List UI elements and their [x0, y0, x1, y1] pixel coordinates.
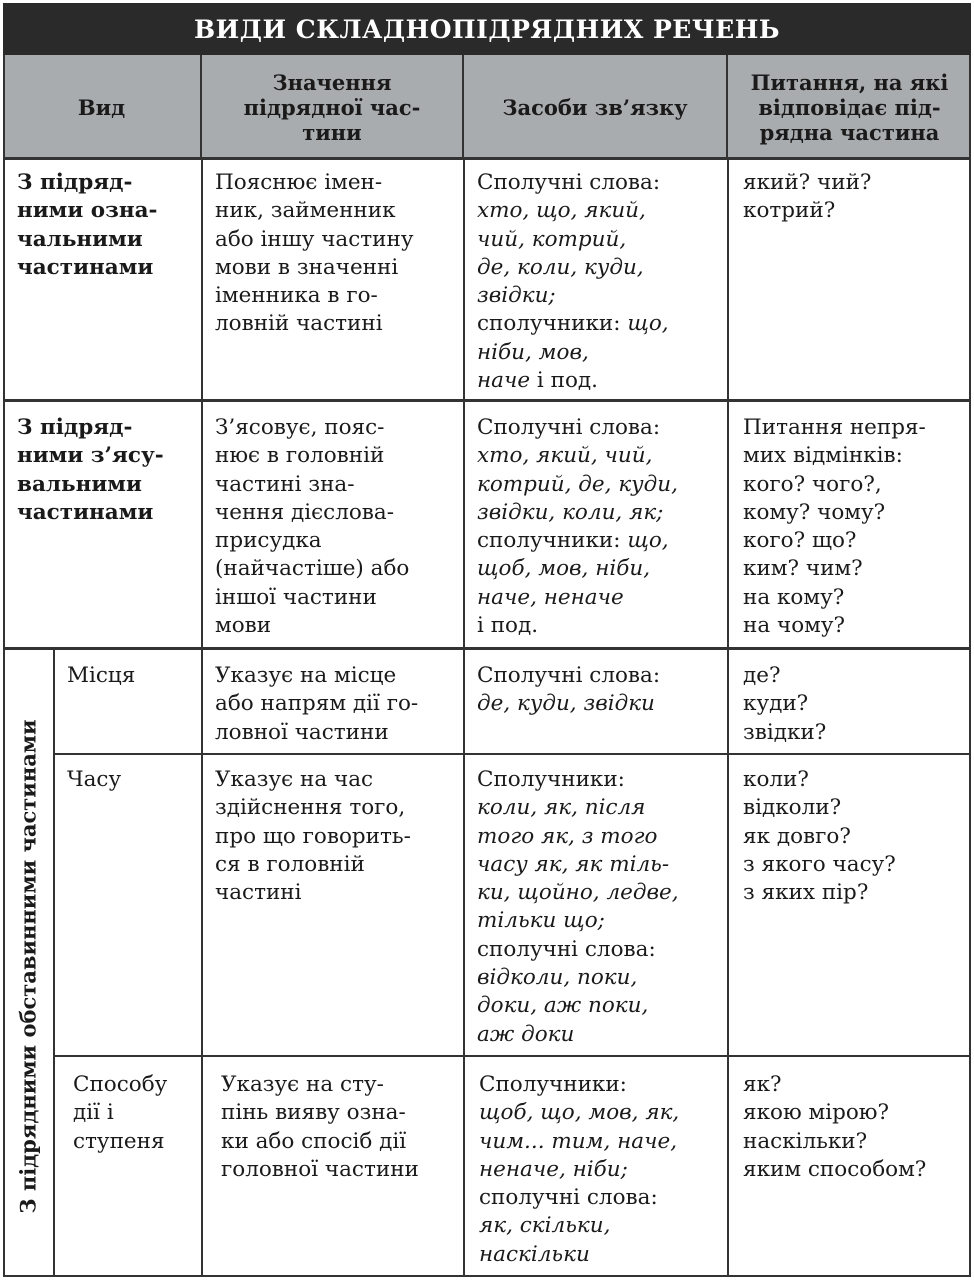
- cell-line: [477, 584, 678, 612]
- header-row: [3, 55, 971, 159]
- cell-line: [477, 907, 679, 935]
- italic-text: часу як, як тіль-: [477, 851, 670, 877]
- cell-line: наскільки?: [743, 1128, 868, 1154]
- header-questions-line: Питання, на які: [750, 69, 949, 95]
- cell-line: (найчастіше) або: [215, 556, 410, 582]
- header-questions: [728, 55, 971, 159]
- cell-line: [477, 612, 678, 640]
- row-attributive-meaning: [215, 169, 414, 339]
- italic-text: котрий, де, куди,: [477, 471, 678, 497]
- row-place-meaning: [215, 662, 418, 747]
- cell-line: як довго?: [743, 823, 851, 849]
- cell-line: [477, 1021, 679, 1049]
- row-time-means: [477, 766, 679, 1049]
- italic-text: відколи, поки,: [477, 965, 638, 991]
- cell-line: іменника в го-: [215, 283, 378, 309]
- row-attributive-type: [17, 169, 157, 282]
- row-manner-meaning: [221, 1071, 419, 1184]
- cell-line: [477, 662, 660, 690]
- grid-line: [3, 1275, 971, 1277]
- cell-line: здійснення того,: [215, 795, 406, 821]
- row-manner-means: [479, 1071, 679, 1269]
- cell-line: Указує на місце: [215, 663, 397, 688]
- cell-line: [477, 992, 679, 1020]
- cell-line: або напрям дії го-: [215, 691, 419, 717]
- cell-line: який? чий?: [743, 170, 872, 195]
- italic-text: наче, неначе: [477, 584, 624, 610]
- cell-line: [477, 794, 679, 822]
- cell-line: пінь вияву озна-: [221, 1100, 406, 1126]
- cell-line: нює в головній: [215, 443, 385, 469]
- cell-line: [477, 936, 679, 964]
- cell-line: [477, 823, 679, 851]
- cell-line: [479, 1128, 679, 1156]
- cell-line: Питання непря-: [743, 415, 926, 440]
- adverbial-group-label-text: З підрядними обставинними частинами: [15, 718, 41, 1214]
- cell-line: [477, 282, 669, 310]
- italic-text: що,: [627, 528, 669, 554]
- cell-line: З’ясовує, пояс-: [215, 415, 385, 440]
- header-meaning-line: підрядної час-: [243, 94, 421, 120]
- italic-text: ніби, мов,: [477, 339, 589, 365]
- text: сполучники:: [477, 528, 628, 554]
- cell-line: котрий?: [743, 198, 836, 224]
- row-place-means: [477, 662, 660, 719]
- text: сполучні слова:: [479, 1185, 658, 1211]
- grid-line: [463, 157, 465, 1277]
- italic-text: того як, з того: [477, 823, 658, 849]
- cell-line: частинами: [17, 499, 154, 525]
- adverbial-group-label: [3, 651, 53, 1281]
- clauses-table: [3, 3, 971, 1277]
- italic-text: чий, котрий,: [477, 226, 627, 252]
- italic-text: де, куди, звідки: [477, 691, 655, 717]
- cell-line: [477, 555, 678, 583]
- text: Сполучні слова:: [477, 415, 661, 440]
- cell-line: відколи?: [743, 795, 842, 821]
- italic-text: чим... тим, наче,: [479, 1128, 678, 1154]
- cell-line: [477, 527, 678, 555]
- grid-line: [727, 157, 729, 1277]
- row-attributive-questions: [743, 169, 871, 226]
- row-manner-questions: [743, 1071, 926, 1184]
- cell-line: Указує на час: [215, 767, 374, 792]
- italic-text: наче: [477, 368, 531, 394]
- cell-line: чення дієслова-: [215, 499, 394, 525]
- cell-line: кого? чого?,: [743, 471, 882, 497]
- cell-line: [477, 339, 669, 367]
- cell-line: ними з’ясу-: [17, 443, 164, 469]
- cell-line: ник, займенник: [215, 198, 396, 224]
- header-questions-line: відповідає під-: [758, 94, 941, 120]
- cell-line: [479, 1212, 679, 1240]
- cell-line: куди?: [743, 691, 809, 717]
- italic-text: коли, як, після: [477, 795, 646, 821]
- cell-line: Способу: [73, 1072, 168, 1097]
- italic-text: аж доки: [477, 1021, 575, 1047]
- grid-line: [3, 647, 971, 650]
- row-explanatory-means: [477, 414, 678, 640]
- row-explanatory-questions: [743, 414, 926, 640]
- header-meaning-line: Значення: [272, 69, 392, 95]
- cell-line: на кому?: [743, 584, 845, 610]
- cell-line: [479, 1099, 679, 1127]
- cell-line: кого? що?: [743, 528, 857, 554]
- row-explanatory-type: [17, 414, 164, 527]
- cell-line: де?: [743, 663, 781, 688]
- italic-text: тільки що;: [477, 908, 605, 934]
- grid-line: [53, 1055, 971, 1057]
- cell-line: [477, 367, 669, 395]
- cell-line: [479, 1156, 679, 1184]
- cell-line: ними озна-: [17, 198, 158, 224]
- cell-line: Указує на сту-: [221, 1072, 384, 1097]
- cell-line: мови: [215, 613, 272, 639]
- italic-text: звідки, коли, як;: [477, 499, 664, 525]
- header-type: Вид: [3, 55, 202, 159]
- cell-line: яким способом?: [743, 1156, 927, 1182]
- cell-line: ловної частини: [215, 719, 389, 745]
- row-manner-type: [73, 1071, 167, 1156]
- italic-text: звідки;: [477, 283, 556, 309]
- text: сполучні слова:: [477, 936, 656, 962]
- row-attributive-means: [477, 169, 669, 395]
- cell-line: [477, 197, 669, 225]
- cell-line: кому? чому?: [743, 499, 886, 525]
- italic-text: як, скільки,: [479, 1213, 611, 1239]
- italic-text: хто, який, чий,: [477, 443, 653, 469]
- cell-line: [477, 169, 669, 197]
- cell-line: [477, 690, 660, 718]
- cell-line: Пояснює імен-: [215, 170, 383, 195]
- cell-line: [477, 879, 679, 907]
- cell-line: іншої частини: [215, 584, 377, 610]
- row-time-meaning: [215, 766, 411, 907]
- text: і под.: [477, 613, 539, 639]
- text: Сполучники:: [477, 767, 625, 792]
- cell-line: мих відмінків:: [743, 443, 903, 469]
- row-time-questions: [743, 766, 896, 907]
- grid-line: [201, 157, 203, 1277]
- cell-line: як?: [743, 1072, 782, 1097]
- text: сполучники:: [477, 311, 628, 337]
- cell-line: [477, 226, 669, 254]
- cell-line: З підряд-: [17, 170, 133, 195]
- italic-text: ки, щойно, ледве,: [477, 880, 679, 906]
- cell-line: присудка: [215, 528, 322, 554]
- cell-line: частині зна-: [215, 471, 355, 497]
- cell-line: головної частини: [221, 1156, 419, 1182]
- cell-line: [477, 414, 678, 442]
- cell-line: ки або спосіб дії: [221, 1128, 407, 1154]
- text: Сполучні слова:: [477, 170, 661, 195]
- cell-line: про що говорить-: [215, 823, 411, 849]
- cell-line: ким? чим?: [743, 556, 863, 582]
- cell-line: дії і: [73, 1100, 114, 1126]
- grid-line: [3, 399, 971, 402]
- cell-line: на чому?: [743, 613, 846, 639]
- grid-line: [3, 157, 971, 160]
- cell-line: [477, 499, 678, 527]
- header-questions-line: рядна частина: [759, 119, 940, 145]
- cell-line: [477, 766, 679, 794]
- italic-text: що,: [627, 311, 669, 337]
- cell-line: [477, 471, 678, 499]
- cell-line: частині: [215, 880, 302, 906]
- cell-line: ступеня: [73, 1128, 165, 1154]
- italic-text: неначе, ніби;: [479, 1156, 628, 1182]
- cell-line: [479, 1241, 679, 1269]
- text: Сполучні слова:: [477, 663, 661, 688]
- cell-line: з якого часу?: [743, 851, 896, 877]
- cell-line: якою мірою?: [743, 1100, 890, 1126]
- cell-line: [477, 851, 679, 879]
- cell-line: [477, 442, 678, 470]
- grid-line: [53, 649, 55, 1277]
- grid-line: [53, 753, 971, 755]
- cell-line: з яких пір?: [743, 880, 869, 906]
- italic-text: наскільки: [479, 1241, 590, 1267]
- table-title: ВИДИ СКЛАДНОПІДРЯДНИХ РЕЧЕНЬ: [3, 3, 971, 55]
- italic-text: щоб, що, мов, як,: [479, 1100, 680, 1126]
- cell-line: [477, 964, 679, 992]
- cell-line: звідки?: [743, 719, 827, 745]
- italic-text: хто, що, який,: [477, 198, 646, 224]
- italic-text: доки, аж поки,: [477, 993, 649, 1019]
- header-meaning-line: тини: [302, 119, 362, 145]
- italic-text: де, коли, куди,: [477, 254, 644, 280]
- cell-line: мови в значенні: [215, 254, 399, 280]
- cell-line: чальними: [17, 226, 143, 252]
- header-meaning: [202, 55, 464, 159]
- cell-line: З підряд-: [17, 415, 133, 440]
- cell-line: або іншу частину: [215, 226, 414, 252]
- row-explanatory-meaning: [215, 414, 409, 640]
- cell-line: частинами: [17, 254, 154, 280]
- row-place-questions: [743, 662, 826, 747]
- header-means: Засоби зв’язку: [464, 55, 728, 159]
- cell-line: ловній частині: [215, 311, 383, 337]
- cell-line: [477, 254, 669, 282]
- cell-line: [477, 310, 669, 338]
- cell-line: вальними: [17, 471, 142, 497]
- grid-line: [969, 55, 971, 1277]
- row-place-type: Місця: [67, 663, 136, 688]
- text: і под.: [530, 368, 598, 394]
- cell-line: [479, 1071, 679, 1099]
- row-time-type: Часу: [67, 767, 122, 792]
- cell-line: [479, 1184, 679, 1212]
- cell-line: ся в головній: [215, 851, 365, 877]
- italic-text: щоб, мов, ніби,: [477, 556, 651, 582]
- text: Сполучники:: [479, 1072, 627, 1097]
- cell-line: коли?: [743, 767, 809, 792]
